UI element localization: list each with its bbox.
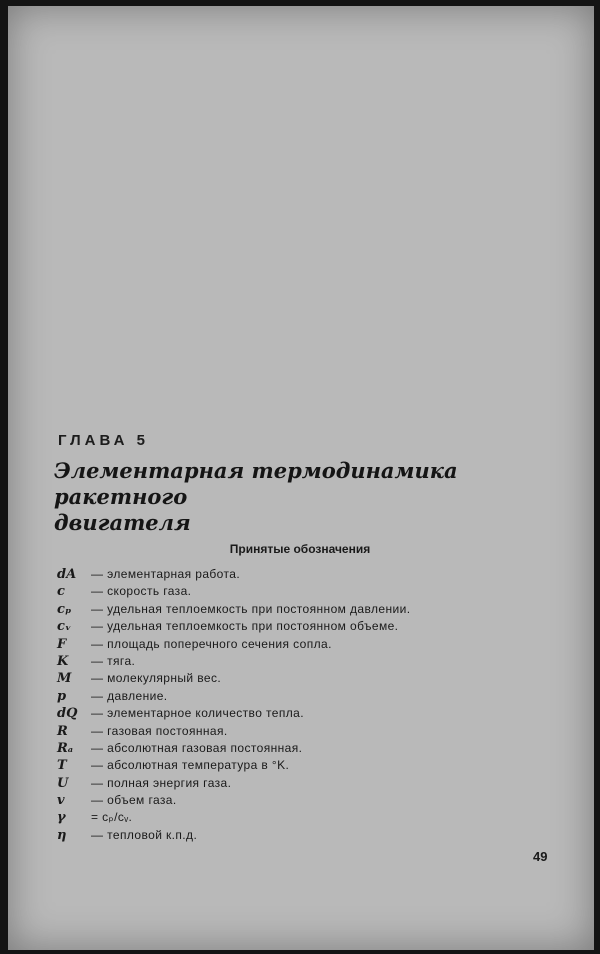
notation-item — [57, 757, 557, 774]
notation-item — [57, 618, 557, 635]
notation-heading: Принятые обозначения — [229, 542, 371, 556]
notation-description: — давление. — [91, 688, 168, 703]
notation-description: — площадь поперечного сечения сопла. — [91, 636, 332, 651]
notation-description: — абсолютная газовая постоянная. — [91, 740, 303, 755]
notation-item — [57, 827, 557, 844]
notation-description: — тепловой к.п.д. — [91, 827, 198, 842]
notation-item — [57, 723, 557, 740]
page-number: 49 — [533, 849, 548, 864]
chapter-title-line-2: двигателя — [54, 510, 191, 535]
notation-description: — элементарное количество тепла. — [91, 706, 304, 721]
notation-symbol: T — [57, 758, 67, 774]
notation-description: — удельная теплоемкость при постоянном давлении. — [91, 601, 411, 616]
notation-description: — элементарная работа. — [91, 567, 241, 581]
chapter-label: ГЛАВА 5 — [58, 432, 149, 449]
notation-description: — молекулярный вес. — [91, 671, 222, 686]
notation-list — [57, 566, 557, 844]
notation-description: — полная энергия газа. — [91, 775, 232, 790]
notation-item — [57, 670, 557, 687]
notation-symbol: K — [57, 653, 69, 669]
notation-symbol: c — [57, 584, 65, 600]
notation-symbol: R — [57, 723, 68, 739]
chapter-title-line-1: Элементарная термодинамика ракетного — [54, 458, 458, 509]
notation-symbol: p — [57, 688, 67, 704]
notation-symbol: dQ — [57, 706, 78, 722]
notation-symbol: dA — [57, 567, 77, 582]
notation-symbol: cₚ — [57, 601, 72, 617]
notation-symbol: v — [57, 793, 65, 809]
notation-item — [57, 688, 557, 705]
notation-symbol: U — [57, 775, 69, 791]
notation-item — [57, 740, 557, 757]
notation-description: = cₚ/cᵥ. — [91, 810, 133, 825]
notation-item — [57, 601, 557, 618]
notation-description: — абсолютная температура в °K. — [91, 758, 290, 773]
notation-symbol: Rₐ — [57, 740, 74, 756]
notation-item — [57, 792, 557, 809]
notation-item — [57, 809, 557, 826]
notation-description: — объем газа. — [91, 793, 177, 808]
notation-description: — тяга. — [91, 653, 136, 668]
notation-symbol: η — [57, 827, 67, 843]
notation-item — [57, 636, 557, 653]
notation-description: — скорость газа. — [91, 584, 192, 599]
notation-item — [57, 583, 557, 600]
notation-description: — газовая постоянная. — [91, 723, 228, 738]
notation-item — [57, 653, 557, 670]
notation-description: — удельная теплоемкость при постоянном объеме. — [91, 619, 399, 634]
notation-item — [57, 775, 557, 792]
notation-symbol: cᵥ — [57, 619, 72, 635]
notation-symbol: γ — [57, 810, 66, 826]
notation-item — [57, 566, 557, 583]
chapter-title — [54, 458, 534, 536]
notation-symbol: M — [57, 671, 72, 687]
notation-symbol: F — [57, 636, 67, 652]
notation-item — [57, 705, 557, 722]
